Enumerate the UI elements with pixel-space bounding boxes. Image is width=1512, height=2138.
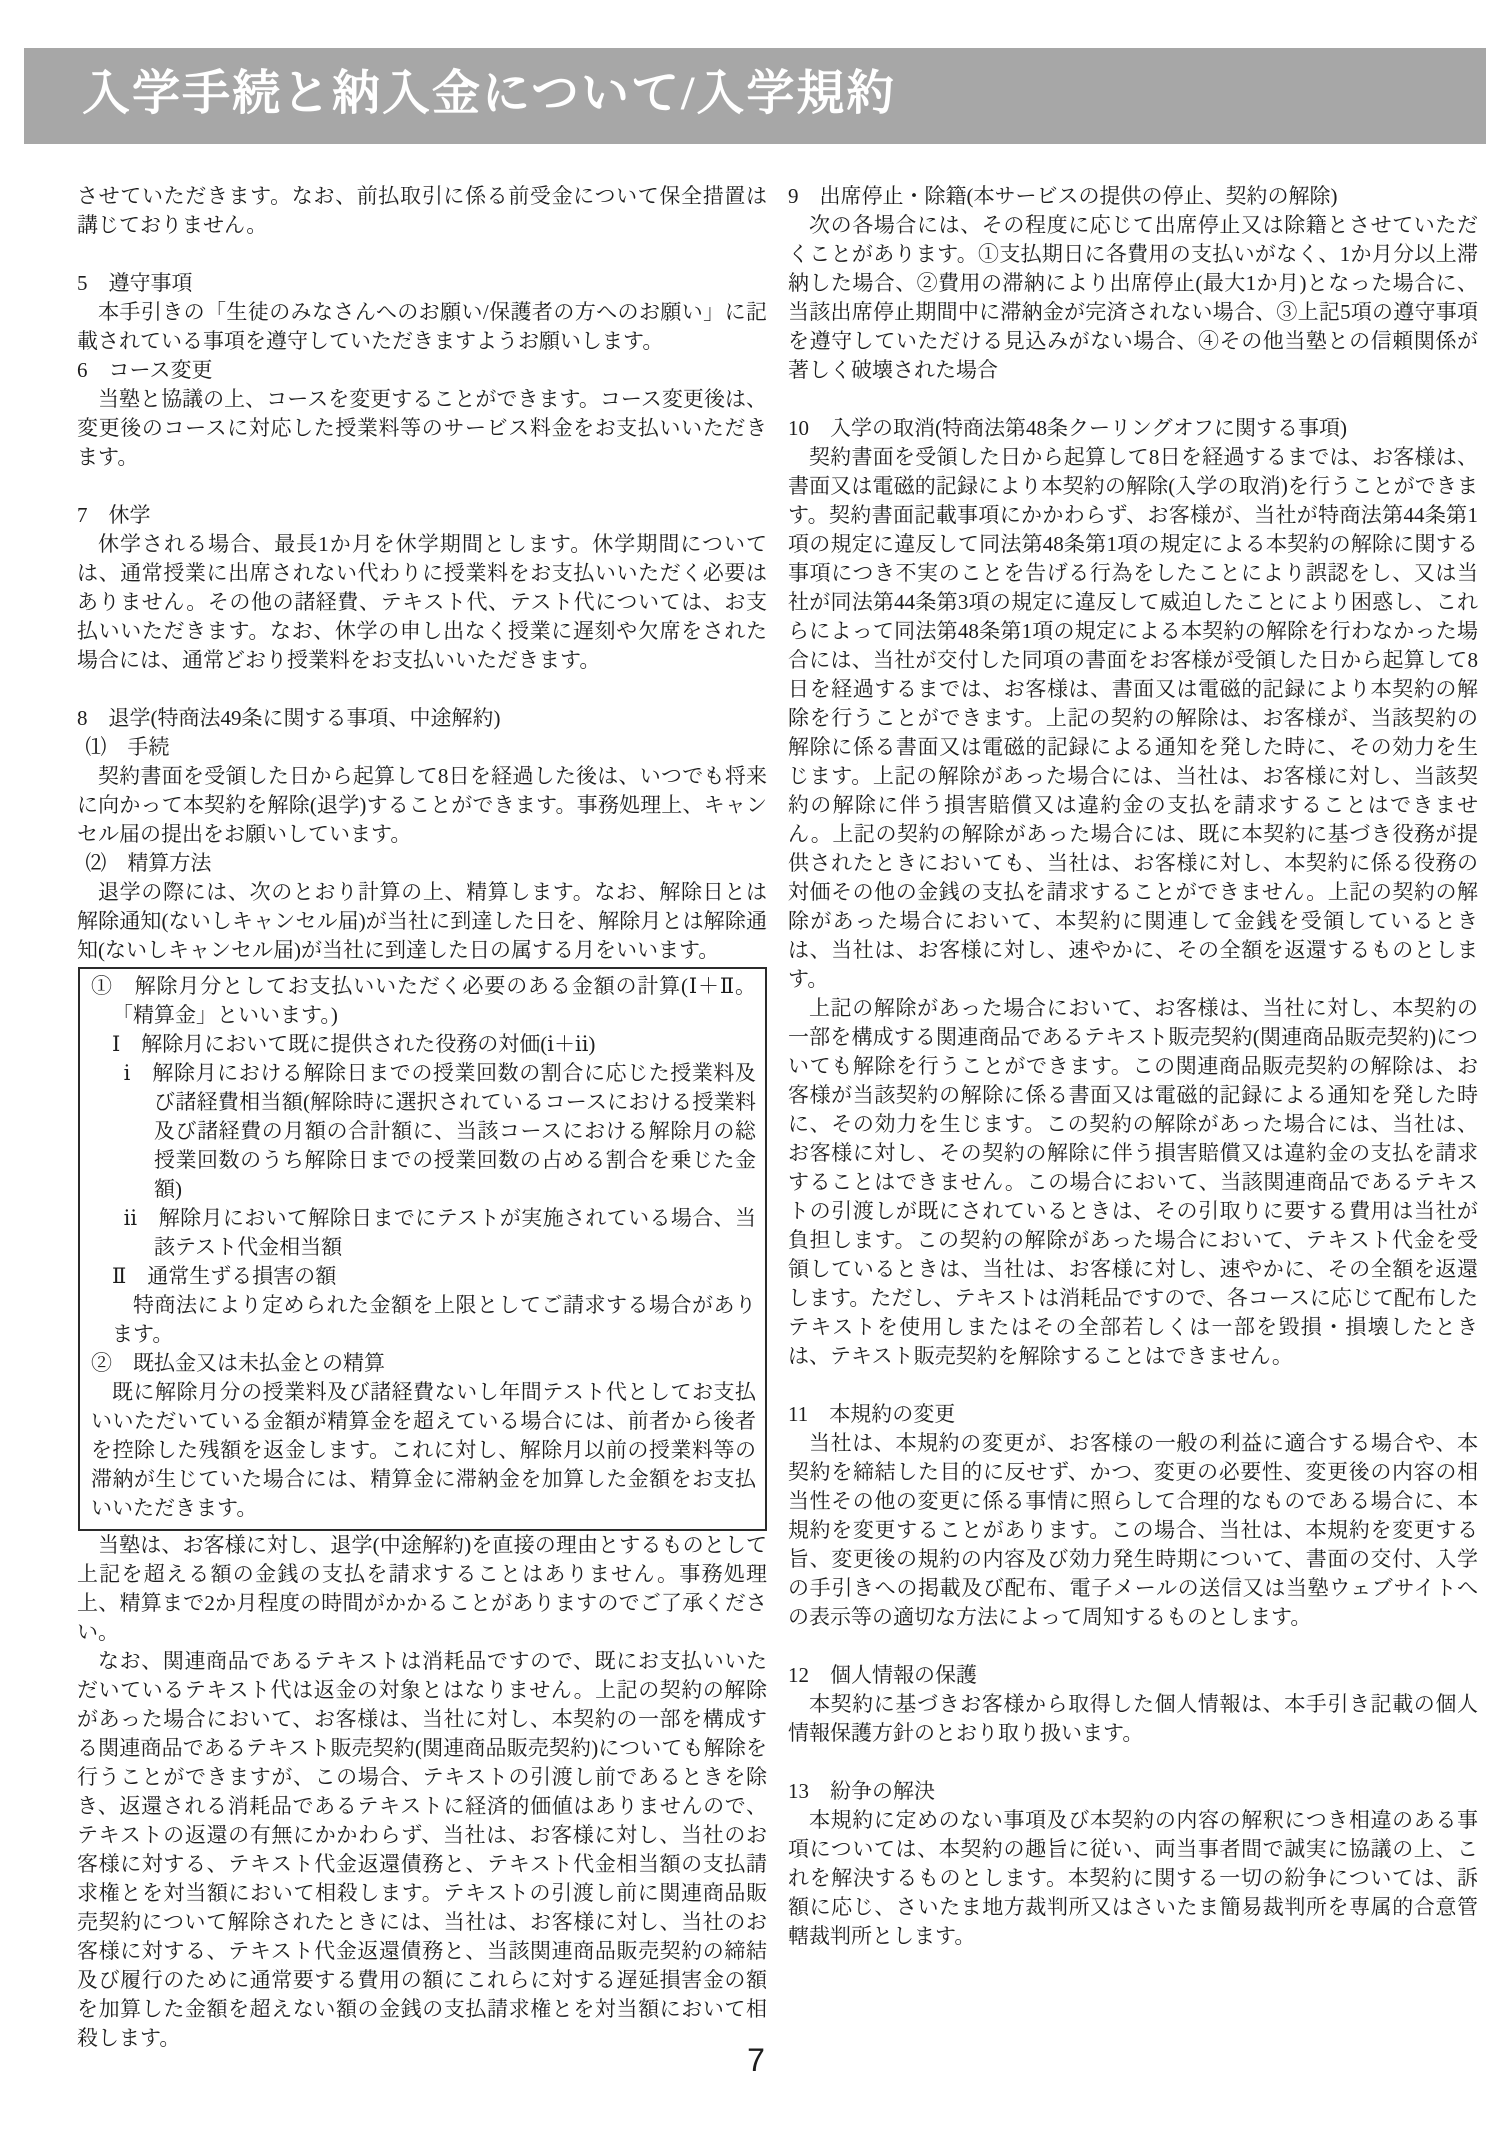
section-6-heading: 6 コース変更 — [77, 358, 213, 382]
page-footer — [0, 2042, 1512, 2078]
box-item-1: ① 解除月分としてお支払いいただく必要のある金額の計算(Ⅰ＋Ⅱ。「精算金」といいます。) — [91, 974, 756, 1027]
box-item-2-body: 既に解除月分の授業料及び諸経費ないし年間テスト代としてお支払いいただいている金額が精算金を超えている場合には、前者から後者を控除した残額を返金します。これに対し、解除月以前の授業料等の滞納が生じていた場合には、精算金に滞納金を加算した金額をお支払いいただきます。 — [91, 1380, 756, 1520]
left-column — [77, 182, 767, 2053]
page-title: 入学手続と納入金について/入学規約 — [82, 67, 897, 120]
section-8-sub-2-heading: ⑵ 精算方法 — [85, 851, 212, 875]
box-item-2: ② 既払金又は未払金との精算 — [91, 1351, 385, 1375]
box-item-1-I: Ⅰ 解除月において既に提供された役務の対価(ⅰ＋ⅱ) — [112, 1032, 596, 1056]
section-8-after-box-paragraph-2: なお、関連商品であるテキストは消耗品ですので、既にお支払いいただいているテキスト代は返金の対象とはなりません。上記の契約の解除があった場合において、お客様は、当社に対し、本契約の一部を構成する関連商品であるテキスト販売契約(関連商品販売契約)についても解除を行うことができますが、この場合、テキストの引渡し前であるときを除き、返還される消耗品であるテキストに経済的価値はありませんので、テキストの返還の有無にかかわらず、当社は、お客様に対し、当社のお客様に対する、テキスト代金返還債務と、テキスト代金相当額の支払請求権とを対当額において相殺します。テキストの引渡し前に関連商品販売契約について解除されたときには、当社は、お客様に対し、当社のお客様に対する、テキスト代金返還債務と、当該関連商品販売契約の締結及び履行のために通常要する費用の額にこれらに対する遅延損害金の額を加算した金額を超えない額の金銭の支払請求権とを対当額において相殺します。 — [77, 1649, 767, 2050]
section-11-heading: 11 本規約の変更 — [788, 1402, 956, 1426]
section-10-heading: 10 入学の取消(特商法第48条クーリングオフに関する事項) — [788, 416, 1347, 440]
section-11-body: 当社は、本規約の変更が、お客様の一般の利益に適合する場合や、本契約を締結した目的に反せず、かつ、変更の必要性、変更後の内容の相当性その他の変更に係る事情に照らして合理的なものである場合に、本規約を変更することがあります。この場合、当社は、本規約を変更する旨、変更後の規約の内容及び効力発生時期について、書面の交付、入学の手引きへの掲載及び配布、電子メールの送信又は当塾ウェブサイトへの表示等の適切な方法によって周知するものとします。 — [788, 1431, 1478, 1629]
box-item-1-I-i: ⅰ 解除月における解除日までの授業回数の割合に応じた授業料及び諸経費相当額(解除時に選択されているコースにおける授業料及び諸経費の月額の合計額に、当該コースにおける解除月の総授業回数のうち解除日までの授業回数の占める割合を乗じた金額) — [123, 1061, 756, 1201]
section-8-sub-1-body: 契約書面を受領した日から起算して8日を経過した後は、いつでも将来に向かって本契約を解除(退学)することができます。事務処理上、キャンセル届の提出をお願いしています。 — [77, 764, 767, 846]
section-12-body: 本契約に基づきお客様から取得した個人情報は、本手引き記載の個人情報保護方針のとおり取り扱います。 — [788, 1692, 1478, 1745]
section-12-heading: 12 個人情報の保護 — [788, 1663, 977, 1687]
section-8-sub-2-body: 退学の際には、次のとおり計算の上、精算します。なお、解除日とは解除通知(ないしキャンセル届)が当社に到達した日を、解除月とは解除通知(ないしキャンセル届)が当社に到達した日の属する月をいいます。 — [77, 880, 767, 962]
section-9-heading: 9 出席停止・除籍(本サービスの提供の停止、契約の解除) — [788, 184, 1338, 208]
section-13-heading: 13 紛争の解決 — [788, 1779, 935, 1803]
page-number: 7 — [747, 2042, 765, 2078]
section-7-heading: 7 休学 — [77, 503, 151, 527]
section-7-body: 休学される場合、最長1か月を休学期間とします。休学期間については、通常授業に出席されない代わりに授業料をお支払いいただく必要はありません。その他の諸経費、テキスト代、テスト代については、お支払いいただきます。なお、休学の申し出なく授業に遅刻や欠席をされた場合には、通常どおり授業料をお支払いいただきます。 — [77, 532, 767, 672]
page-header-bar — [24, 48, 1486, 144]
box-item-1-I-ii: ⅱ 解除月において解除日までにテストが実施されている場合、当該テスト代金相当額 — [123, 1206, 756, 1259]
section-6-body: 当塾と協議の上、コースを変更することができます。コース変更後は、変更後のコースに対応した授業料等のサービス料金をお支払いいただきます。 — [77, 387, 767, 469]
settlement-calculation-box — [78, 967, 767, 1531]
carryover-paragraph: させていただきます。なお、前払取引に係る前受金について保全措置は講じておりません。 — [77, 184, 767, 237]
section-9-body: 次の各場合には、その程度に応じて出席停止又は除籍とさせていただくことがあります。①支払期日に各費用の支払いがなく、1か月分以上滞納した場合、②費用の滞納により出席停止(最大1か月)となった場合に、当該出席停止期間中に滞納金が完済されない場合、③上記5項の遵守事項を遵守していただける見込みがない場合、④その他当塾との信頼関係が著しく破壊された場合 — [788, 213, 1478, 382]
box-item-1-II: Ⅱ 通常生ずる損害の額 — [112, 1264, 337, 1288]
section-5-heading: 5 遵守事項 — [77, 271, 193, 295]
section-8-after-box-paragraph-1: 当塾は、お客様に対し、退学(中途解約)を直接の理由とするものとして上記を超える額の金銭の支払を請求することはありません。事務処理上、精算まで2か月程度の時間がかかることがありますのでご了承ください。 — [77, 1533, 767, 1644]
section-10-body-2: 上記の解除があった場合において、お客様は、当社に対し、本契約の一部を構成する関連商品であるテキスト販売契約(関連商品販売契約)についても解除を行うことができます。この関連商品販売契約の解除は、お客様が当該契約の解除に係る書面又は電磁的記録による通知を発した時に、その効力を生じます。この契約の解除があった場合には、当社は、お客様に対し、その契約の解除に伴う損害賠償又は違約金の支払を請求することはできません。この場合において、当該関連商品であるテキストの引渡しが既にされているときは、その引取りに要する費用は当社が負担します。この契約の解除があった場合において、テキスト代金を受領しているときは、当社は、お客様に対し、速やかに、その全額を返還します。ただし、テキストは消耗品ですので、各コースに応じて配布したテキストを使用しまたはその全部若しくは一部を毀損・損壊したときは、テキスト販売契約を解除することはできません。 — [788, 996, 1478, 1368]
box-item-1-II-body: 特商法により定められた金額を上限としてご請求する場合があります。 — [112, 1293, 756, 1346]
section-5-body: 本手引きの「生徒のみなさんへのお願い/保護者の方へのお願い」に記載されている事項を遵守していただきますようお願いします。 — [77, 300, 767, 353]
section-13-body: 本規約に定めのない事項及び本契約の内容の解釈につき相違のある事項については、本契約の趣旨に従い、両当事者間で誠実に協議の上、これを解決するものとします。本契約に関する一切の紛争については、訴額に応じ、さいたま地方裁判所又はさいたま簡易裁判所を専属的合意管轄裁判所とします。 — [788, 1808, 1478, 1948]
content-columns — [77, 182, 1477, 2053]
section-8-sub-1-heading: ⑴ 手続 — [85, 735, 170, 759]
section-8-heading: 8 退学(特商法49条に関する事項、中途解約) — [77, 706, 501, 730]
right-column — [788, 182, 1478, 2053]
section-10-body-1: 契約書面を受領した日から起算して8日を経過するまでは、お客様は、書面又は電磁的記録により本契約の解除(入学の取消)を行うことができます。契約書面記載事項にかかわらず、お客様が、当社が特商法第44条第1項の規定に違反して同法第48条第1項の規定による本契約の解除に関する事項につき不実のことを告げる行為をしたことにより誤認をし、又は当社が同法第44条第3項の規定に違反して威迫したことにより困惑し、これらによって同法第48条第1項の規定による本契約の解除を行わなかった場合には、当社が交付した同項の書面をお客様が受領した日から起算して8日を経過するまでは、お客様は、書面又は電磁的記録により本契約の解除を行うことができます。上記の契約の解除は、お客様が、当該契約の解除に係る書面又は電磁的記録による通知を発した時に、その効力を生じます。上記の解除があった場合には、当社は、お客様に対し、当該契約の解除に伴う損害賠償又は違約金の支払を請求することはできません。上記の契約の解除があった場合には、既に本契約に基づき役務が提供されたときにおいても、当社は、お客様に対し、本契約に係る役務の対価その他の金銭の支払を請求することができません。上記の契約の解除があった場合において、本契約に関連して金銭を受領しているときは、当社は、お客様に対し、速やかに、その全額を返還するものとします。 — [788, 445, 1478, 991]
